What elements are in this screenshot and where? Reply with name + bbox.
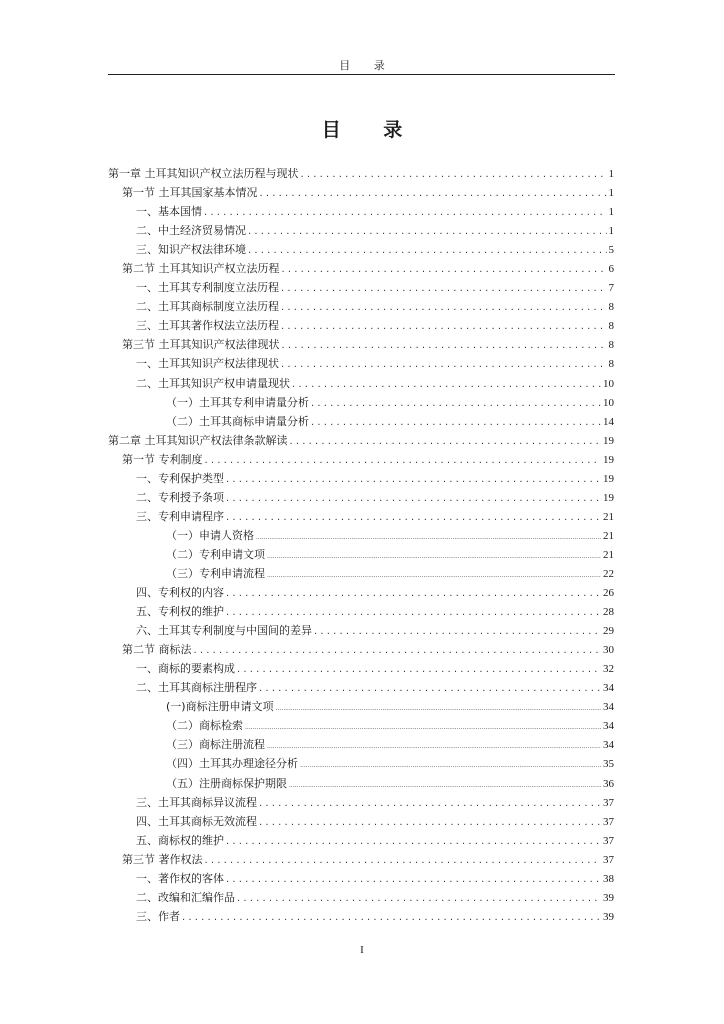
toc-entry-title: 四、专利权的内容 xyxy=(136,586,224,600)
toc-entry-title: 第二章 土耳其知识产权法律条款解读 xyxy=(108,433,288,447)
toc-entry-page: 1 xyxy=(608,168,614,180)
toc-dot-leader xyxy=(301,165,607,184)
toc-entry[interactable] xyxy=(108,450,614,469)
toc-entry-page: 19 xyxy=(603,472,614,485)
toc-entry-page: 35 xyxy=(603,758,614,771)
toc-entry[interactable] xyxy=(108,754,614,773)
toc-entry-title: 一、商标的要素构成 xyxy=(136,662,235,676)
toc-entry-title: 第二节 土耳其知识产权立法历程 xyxy=(122,262,280,276)
toc-entry-title: 二、土耳其商标注册程序 xyxy=(136,681,257,695)
toc-entry-page: 1 xyxy=(608,206,614,219)
toc-dot-leader xyxy=(290,432,602,451)
toc-entry-page: 8 xyxy=(608,320,614,333)
toc-dot-leader xyxy=(226,870,601,889)
toc-entry[interactable] xyxy=(108,678,614,697)
toc-entry[interactable] xyxy=(108,716,614,735)
toc-dot-leader xyxy=(276,699,601,718)
toc-dot-leader xyxy=(248,241,607,260)
toc-dot-leader xyxy=(226,832,601,851)
toc-dot-leader xyxy=(300,756,601,775)
toc-entry-page: 37 xyxy=(603,796,614,809)
toc-dot-leader xyxy=(226,603,601,622)
toc-entry-page: 19 xyxy=(603,453,614,466)
toc-dot-leader xyxy=(259,794,601,813)
toc-dot-leader xyxy=(205,451,602,470)
toc-entry-title: 第一节 专利制度 xyxy=(122,452,203,466)
page-number: I xyxy=(360,944,364,956)
toc-entry-page: 7 xyxy=(608,282,614,295)
toc-entry-page: 39 xyxy=(603,891,614,904)
toc-entry-title: 二、专利授予条项 xyxy=(136,490,224,504)
toc-entry-page: 10 xyxy=(603,396,614,409)
toc-entry-title: （四）土耳其办理途径分析 xyxy=(166,757,298,771)
toc-entry-page: 28 xyxy=(603,606,614,619)
toc-dot-leader xyxy=(226,470,601,489)
toc-entry-page: 6 xyxy=(608,263,614,276)
toc-dot-leader xyxy=(259,679,601,698)
toc-entry-page: 34 xyxy=(603,682,614,695)
toc-entry-title: 四、土耳其商标无效流程 xyxy=(136,814,257,828)
toc-entry-title: 一、土耳其专利制度立法历程 xyxy=(136,281,279,295)
toc-dot-leader xyxy=(267,737,601,756)
toc-entry-title: 第三节 著作权法 xyxy=(122,852,203,866)
toc-dot-leader xyxy=(281,298,607,317)
toc-dot-leader xyxy=(237,889,601,908)
toc-entry[interactable] xyxy=(108,431,614,450)
toc-entry-page: 19 xyxy=(603,491,614,504)
toc-entry[interactable] xyxy=(108,354,614,373)
toc-dot-leader xyxy=(281,279,607,298)
toc-entry[interactable] xyxy=(108,507,614,526)
toc-entry-page: 21 xyxy=(603,529,614,542)
toc-entry[interactable] xyxy=(108,335,614,354)
toc-entry-page: 32 xyxy=(603,663,614,676)
toc-entry-page: 21 xyxy=(603,510,614,523)
toc-entry-title: 二、土耳其商标制度立法历程 xyxy=(136,300,279,314)
toc-entry-page: 39 xyxy=(603,910,614,923)
toc-entry-page: 14 xyxy=(603,415,614,428)
toc-entry[interactable] xyxy=(108,697,614,716)
toc-dot-leader xyxy=(311,394,601,413)
toc-entry-title: （五）注册商标保护期限 xyxy=(166,776,287,790)
toc-entry[interactable] xyxy=(108,907,614,926)
toc-entry-title: 三、土耳其商标异议流程 xyxy=(136,795,257,809)
toc-entry[interactable] xyxy=(108,240,614,259)
toc-entry-title: 二、中土经济贸易情况 xyxy=(136,224,246,238)
toc-dot-leader xyxy=(194,641,602,660)
toc-entry-title: （二）专利申请文项 xyxy=(166,547,265,561)
toc-entry[interactable] xyxy=(108,640,614,659)
toc-entry[interactable] xyxy=(108,564,614,583)
toc-entry-title: （三）专利申请流程 xyxy=(166,566,265,580)
toc-entry-title: 第一节 土耳其国家基本情况 xyxy=(122,186,258,200)
toc-entry-title: 三、专利申请程序 xyxy=(136,509,224,523)
toc-dot-leader xyxy=(282,336,607,355)
toc-entry[interactable] xyxy=(108,735,614,754)
toc-entry[interactable] xyxy=(108,202,614,221)
toc-dot-leader xyxy=(292,375,601,394)
toc-entry-title: 三、土耳其著作权法立法历程 xyxy=(136,319,279,333)
toc-entry-page: 21 xyxy=(603,548,614,561)
toc-entry-page: 37 xyxy=(603,834,614,847)
toc-entry[interactable] xyxy=(108,659,614,678)
toc-entry-page: 8 xyxy=(608,358,614,371)
toc-entry-page: 34 xyxy=(603,739,614,752)
toc-entry[interactable] xyxy=(108,183,614,202)
toc-entry-title: 五、商标权的维护 xyxy=(136,833,224,847)
toc-dot-leader xyxy=(245,718,601,737)
toc-entry-title: 三、知识产权法律环境 xyxy=(136,243,246,257)
toc-dot-leader xyxy=(267,547,601,566)
toc-dot-leader xyxy=(282,260,607,279)
toc-entry-page: 36 xyxy=(603,777,614,790)
toc-entry-page: 37 xyxy=(603,853,614,866)
toc-dot-leader xyxy=(314,622,601,641)
toc-entry-page: 1 xyxy=(608,187,614,200)
toc-dot-leader xyxy=(259,813,601,832)
toc-entry[interactable] xyxy=(108,793,614,812)
toc-entry-title: 五、专利权的维护 xyxy=(136,605,224,619)
toc-entry-title: 一、著作权的客体 xyxy=(136,871,224,885)
toc-entry[interactable] xyxy=(108,374,614,393)
toc-entry-title: 第三节 土耳其知识产权法律现状 xyxy=(122,338,280,352)
toc-entry[interactable] xyxy=(108,316,614,335)
running-header: 目 录 xyxy=(339,59,395,72)
toc-entry-title: （一）土耳其专利申请量分析 xyxy=(166,395,309,409)
toc-dot-leader xyxy=(256,528,601,547)
toc-dot-leader xyxy=(226,584,601,603)
table-of-contents xyxy=(108,164,614,926)
toc-entry[interactable] xyxy=(108,869,614,888)
toc-dot-leader xyxy=(281,317,607,336)
toc-entry-page: 29 xyxy=(603,625,614,638)
toc-entry[interactable] xyxy=(108,488,614,507)
toc-entry[interactable] xyxy=(108,545,614,564)
toc-entry[interactable] xyxy=(108,850,614,869)
toc-dot-leader xyxy=(281,355,607,374)
toc-entry-title: 第一章 土耳其知识产权立法历程与现状 xyxy=(108,167,299,180)
toc-entry[interactable] xyxy=(108,469,614,488)
toc-dot-leader xyxy=(311,413,601,432)
toc-entry[interactable] xyxy=(108,602,614,621)
header-rule xyxy=(108,74,615,75)
toc-entry[interactable] xyxy=(108,297,614,316)
toc-dot-leader xyxy=(237,660,601,679)
toc-entry-page: 34 xyxy=(603,720,614,733)
toc-entry-page: 37 xyxy=(603,815,614,828)
toc-entry[interactable] xyxy=(108,393,614,412)
toc-entry-title: （三）商标注册流程 xyxy=(166,738,265,752)
toc-dot-leader xyxy=(289,776,601,795)
toc-title: 目 录 xyxy=(321,119,421,141)
toc-entry-page: 8 xyxy=(608,301,614,314)
toc-entry[interactable] xyxy=(108,526,614,545)
toc-entry[interactable] xyxy=(108,812,614,831)
toc-entry-page: 22 xyxy=(603,567,614,580)
toc-entry-page: 38 xyxy=(603,872,614,885)
toc-entry[interactable] xyxy=(108,259,614,278)
toc-entry-title: 一、土耳其知识产权法律现状 xyxy=(136,357,279,371)
toc-entry[interactable] xyxy=(108,831,614,850)
toc-dot-leader xyxy=(248,222,607,241)
toc-dot-leader xyxy=(267,566,601,585)
toc-entry[interactable] xyxy=(108,621,614,640)
toc-entry-page: 1 xyxy=(608,225,614,238)
toc-dot-leader xyxy=(205,851,602,870)
toc-entry-title: (一)商标注册申请文项 xyxy=(166,700,274,714)
toc-entry-title: 三、作者 xyxy=(136,909,180,923)
toc-entry[interactable] xyxy=(108,412,614,431)
toc-dot-leader xyxy=(204,203,607,222)
toc-entry[interactable] xyxy=(108,278,614,297)
toc-entry-page: 10 xyxy=(603,377,614,390)
toc-entry-title: 六、土耳其专利制度与中国间的差异 xyxy=(136,624,312,638)
toc-entry-page: 8 xyxy=(608,339,614,352)
toc-entry-page: 30 xyxy=(603,644,614,657)
toc-entry-page: 34 xyxy=(603,701,614,714)
toc-entry-title: 第二节 商标法 xyxy=(122,643,192,657)
toc-entry[interactable] xyxy=(108,221,614,240)
toc-entry-title: （一）申请人资格 xyxy=(166,528,254,542)
toc-entry-page: 26 xyxy=(603,587,614,600)
toc-entry-title: 二、改编和汇编作品 xyxy=(136,890,235,904)
toc-entry[interactable] xyxy=(108,888,614,907)
toc-dot-leader xyxy=(226,508,601,527)
toc-entry-page: 19 xyxy=(603,434,614,447)
toc-entry-page: 5 xyxy=(608,244,614,257)
toc-entry[interactable] xyxy=(108,583,614,602)
toc-entry-title: 一、专利保护类型 xyxy=(136,471,224,485)
toc-dot-leader xyxy=(182,908,601,927)
toc-entry-title: 二、土耳其知识产权申请量现状 xyxy=(136,376,290,390)
toc-entry-title: 一、基本国情 xyxy=(136,205,202,219)
toc-dot-leader xyxy=(260,184,607,203)
toc-entry[interactable] xyxy=(108,164,614,183)
toc-entry-title: （二）土耳其商标申请量分析 xyxy=(166,414,309,428)
toc-entry-title: （二）商标检索 xyxy=(166,719,243,733)
toc-dot-leader xyxy=(226,489,601,508)
toc-entry[interactable] xyxy=(108,774,614,793)
